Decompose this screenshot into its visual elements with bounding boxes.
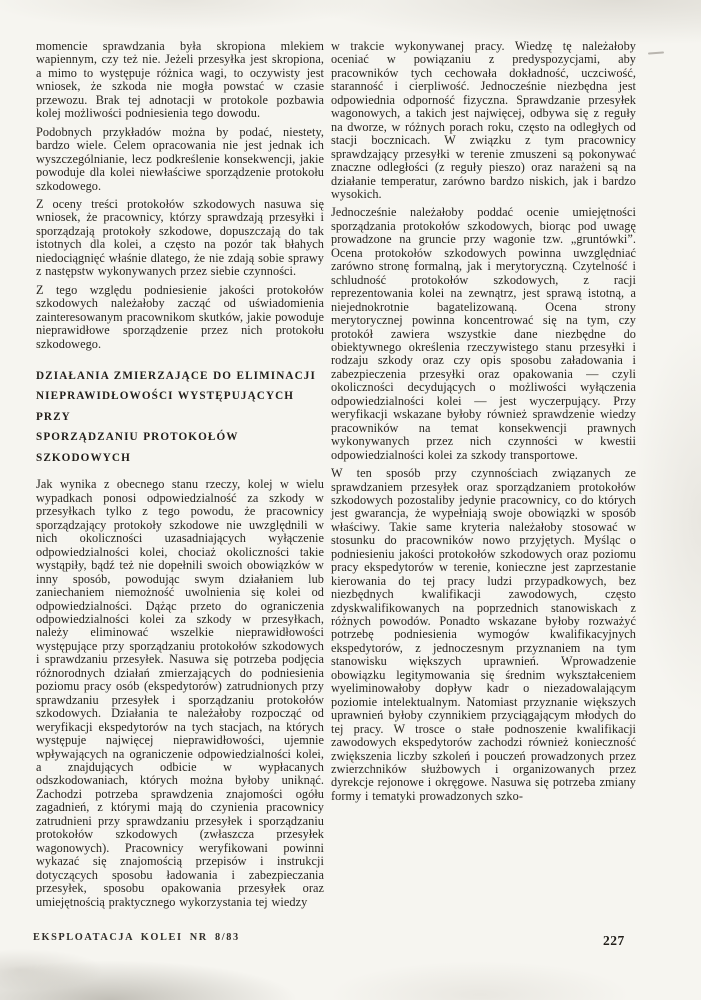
left-column [36,40,324,909]
paragraph: Z tego względu podniesienie jakości protokołów szkodowych należałoby zacząć od uświadomienia zainteresowanym pracownikom skutków, jakie powoduje nieprawidłowe sporządzenie przez nich protokołu szkodowego. [36,282,324,351]
section-heading-line: SPORZĄDZANIU PROTOKOŁÓW SZKODOWYCH [36,431,239,464]
scan-artifact-dash [648,51,664,54]
section-heading [36,366,324,469]
paragraph: Jednocześnie należałoby poddać ocenie umiejętności sporządzania protokołów szkodowych, biorąc pod uwagę prowadzone na gruncie przy wagonie tzw. „gruntówki”. Ocena protokołów szkodowych powinna uwzględniać zarówno stronę formalną, jak i merytoryczną. Czytelność i schludność protokołów szkodowych, z racji reprezentowania kolei na zewnątrz, jest sprawą istotną, a niejednokrotnie bagatelizowaną. Ocena strony merytorycznej powinna koncentrować się na tym, czy protokół zawiera wszystkie dane niezbędne do obiektywnego określenia rzeczywistego stanu przesyłki i rodzaju szkody oraz czy opis sposobu załadowania i zabezpieczenia przesyłki oraz opakowania — czyli okoliczności decydujących o możliwości wyłączenia odpowiedzialności kolei — jest wyczerpujący. Przy weryfikacji wskazane byłoby również sprawdzenie wiedzy pracowników na temat konsekwencji prawnych wykonywanych przez nich czynności w kwestii odpowiedzialności kolei za szkody transportowe. [331,205,636,462]
section-heading-line: NIEPRAWIDŁOWOŚCI WYSTĘPUJĄCYCH PRZY [36,390,295,423]
footer-journal-title: EKSPLOATACJA KOLEI NR 8/83 [33,932,240,943]
paragraph: w trakcie wykonywanej pracy. Wiedzę tę należałoby oceniać w powiązaniu z predyspozycjami, aby pracowników tych cechowała dokładność, uczciwość, staranność i cierpliwość. Jednocześnie niezbędna jest odpowiednia odporność fizyczna. Sprawdzanie przesyłek wagonowych, a takich jest najwięcej, odbywa się z reguły na dworze, w różnych porach roku, często na odległych od stacji bocznicach. W związku z tym pracownicy sprawdzający przesyłki w terenie zmuszeni są pokonywać znaczne odległości (z reguły pieszo) oraz narażeni są na działanie temperatur, zarówno bardzo niskich, jak i bardzo wysokich. [331,39,636,201]
paragraph: Jak wynika z obecnego stanu rzeczy, kolej w wielu wypadkach ponosi odpowiedzialność za szkody w przesyłkach tylko z tego powodu, że pracownicy sporządzający protokoły szkodowe nie uwzględnili w nich okoliczności uzasadniających wyłączenie odpowiedzialności kolei, chociaż okoliczności takie wystąpiły, bądź też nie dopełnili swoich obowiązków w inny sposób, powodując swym działaniem lub zaniechaniem niemożność uwolnienia się kolei od odpowiedzialności. Dążąc przeto do ograniczenia odpowiedzialności kolei za szkody w przesyłkach, należy eliminować wszelkie nieprawidłowości występujące przy sporządzaniu protokołów szkodowych i sprawdzaniu przesyłek. Nasuwa się potrzeba podjęcia różnorodnych działań zmierzających do podniesienia poziomu pracy osób (ekspedytorów) zatrudnionych przy sprawdzaniu przesyłek i sporządzaniu protokołów szkodowych. Działania te należałoby rozpocząć od weryfikacji ekspedytorów na tych stacjach, na których występuje najwięcej nieprawidłowości, ujemnie wpływających na ograniczenie odpowiedzialności kolei, a znajdujących odbicie w wypłacanych odszkodowaniach, których można byłoby uniknąć. Zachodzi potrzeba sprawdzenia znajomości ogółu zagadnień, z którymi mają do czynienia pracownicy zatrudnieni przy sprawdzaniu przesyłek i sporządzaniu protokołów szkodowych (zwłaszcza przesyłek wagonowych). Pracownicy weryfikowani powinni wykazać się znajomością przepisów i instrukcji dotyczących sposobu ładowania i zabezpieczania przesyłek, sposobu opakowania przesyłek oraz umiejętnością praktycznego wykorzystania tej wiedzy [36,477,324,909]
paragraph: Z oceny treści protokołów szkodowych nasuwa się wniosek, że pracownicy, którzy sprawdzają przesyłki i sporządzają protokoły szkodowe, dopuszczają do tak istotnych dla kolei, a często na pozór tak błahych niedociągnięć właśnie dlatego, że nie zdają sobie sprawy z następstw wykonywanych przez siebie czynności. [36,196,324,279]
section-heading-line: DZIAŁANIA ZMIERZAJĄCE DO ELIMINACJI [36,369,316,382]
right-column [331,40,636,803]
paragraph: momencie sprawdzania była skropiona mlekiem wapiennym, czy też nie. Jeżeli przesyłka jest skropiona, a mimo to występuje różnica wagi, to oczywisty jest wniosek, że szkoda nie mogła powstać w czasie przewozu. Brak tej adnotacji w protokole pozbawia kolej możliwości podniesienia tego dowodu. [36,39,324,121]
page-number: 227 [603,933,625,948]
paragraph: W ten sposób przy czynnościach związanych ze sprawdzaniem przesyłek oraz sporządzaniem protokołów szkodowych pozostaliby jedynie pracownicy, co do których jest gwarancja, że wypełniają swoje obowiązki w sposób właściwy. Takie same kryteria należałoby stosować w stosunku do pracowników nowo przyjętych. Myśląc o podniesieniu jakości protokołów szkodowych oraz poziomu pracy ekspedytorów w terenie, konieczne jest zaprzestanie kierowania do tej pracy ludzi przypadkowych, bez niezbędnych kwalifikacji zawodowych, często zdyskwalifikowanych na poprzednich stanowiskach z różnych powodów. Ponadto wskazane byłoby rozważyć potrzebę podniesienia wymogów kwalifikacyjnych ekspedytorów, z jednoczesnym przyznaniem na tym stanowisku większych uprawnień. Wprowadzenie obowiązku legitymowania się średnim wykształceniem wyeliminowałoby dopływ kadr o niezadowalającym poziomie intelektualnym. Natomiast przyznanie większych uprawnień byłoby czynnikiem przyciągającym młodych do tej pracy. W trosce o stałe podnoszenie kwalifikacji zawodowych ekspedytorów zachodzi również konieczność zwiększenia liczby szkoleń i pouczeń prowadzonych przez zwierzchników służbowych i organizowanych przez dyrekcje rejonowe i okręgowe. Nasuwa się potrzeba zmiany formy i tematyki prowadzonych szko- [331,466,636,803]
paragraph: Podobnych przykładów można by podać, niestety, bardzo wiele. Celem opracowania nie jest jednak ich wyszczególnianie, lecz podkreślenie konsekwencji, jakie powoduje dla kolei niewłaściwe sporządzenie protokołu szkodowego. [36,124,324,193]
